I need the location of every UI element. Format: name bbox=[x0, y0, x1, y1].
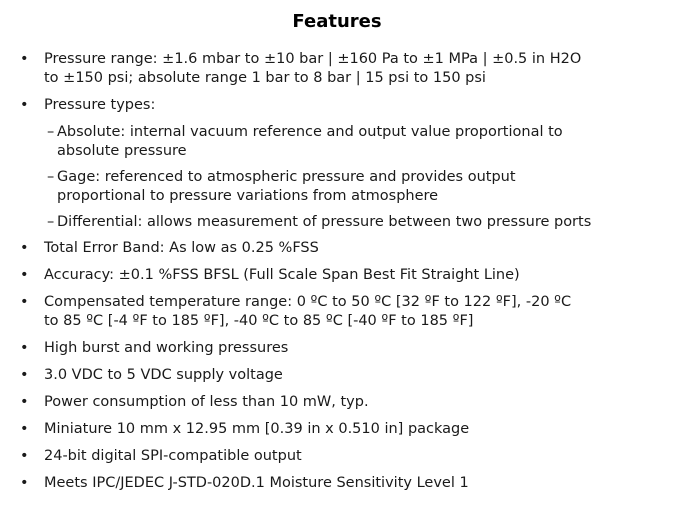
item-text-line: Compensated temperature range: 0 ºC to 50 ºC [32 ºF to 122 ºF], -20 ºC bbox=[44, 294, 572, 310]
item-text-line: Meets IPC/JEDEC J-STD-020D.1 Moisture Sensitivity Level 1 bbox=[44, 475, 469, 491]
bullet-icon: • bbox=[20, 51, 29, 67]
item-text-line: to 85 ºC [-4 ºF to 185 ºF], -40 ºC to 85 ºC [-40 ºF to 185 ºF] bbox=[44, 313, 474, 329]
list-item bbox=[0, 50, 674, 88]
item-text-line: proportional to pressure variations from atmosphere bbox=[57, 188, 439, 204]
list-item bbox=[0, 266, 674, 285]
list-item bbox=[0, 366, 674, 385]
list-item bbox=[0, 393, 674, 412]
bullet-icon: • bbox=[20, 240, 29, 256]
item-text-line: Pressure types: bbox=[44, 97, 156, 113]
item-text-line: 24-bit digital SPI-compatible output bbox=[44, 448, 302, 464]
sub-list-item bbox=[0, 168, 674, 206]
sub-list-item bbox=[0, 123, 674, 161]
bullet-icon: • bbox=[20, 448, 29, 464]
bullet-icon: • bbox=[20, 294, 29, 310]
bullet-icon: • bbox=[20, 421, 29, 437]
dash-icon: – bbox=[47, 124, 55, 140]
slide-title: Features bbox=[292, 11, 382, 32]
item-text-line: Total Error Band: As low as 0.25 %FSS bbox=[44, 240, 319, 256]
item-text-line: Differential: allows measurement of pressure between two pressure ports bbox=[57, 214, 592, 230]
item-text-line: 3.0 VDC to 5 VDC supply voltage bbox=[44, 367, 283, 383]
bullet-icon: • bbox=[20, 367, 29, 383]
bullet-icon: • bbox=[20, 475, 29, 491]
bullet-icon: • bbox=[20, 340, 29, 356]
item-text-line: Pressure range: ±1.6 mbar to ±10 bar | ±160 Pa to ±1 MPa | ±0.5 in H2O bbox=[44, 51, 582, 67]
list-item bbox=[0, 239, 674, 258]
item-text-line: Absolute: internal vacuum reference and output value proportional to bbox=[57, 124, 563, 140]
list-item bbox=[0, 339, 674, 358]
list-item bbox=[0, 474, 674, 493]
bullet-icon: • bbox=[20, 97, 29, 113]
item-text-line: absolute pressure bbox=[57, 143, 187, 159]
dash-icon: – bbox=[47, 214, 55, 230]
list-item bbox=[0, 447, 674, 466]
item-text-line: Gage: referenced to atmospheric pressure and provides output bbox=[57, 169, 516, 185]
item-text-line: to ±150 psi; absolute range 1 bar to 8 bar | 15 psi to 150 psi bbox=[44, 70, 486, 86]
bullet-icon: • bbox=[20, 267, 29, 283]
list-item bbox=[0, 293, 674, 331]
item-text-line: Miniature 10 mm x 12.95 mm [0.39 in x 0.510 in] package bbox=[44, 421, 470, 437]
list-item bbox=[0, 420, 674, 439]
dash-icon: – bbox=[47, 169, 55, 185]
item-text-line: High burst and working pressures bbox=[44, 340, 289, 356]
item-text-line: Power consumption of less than 10 mW, typ. bbox=[44, 394, 369, 410]
sub-list-item bbox=[0, 213, 674, 232]
feature-list bbox=[0, 50, 674, 501]
bullet-icon: • bbox=[20, 394, 29, 410]
item-text-line: Accuracy: ±0.1 %FSS BFSL (Full Scale Span Best Fit Straight Line) bbox=[44, 267, 520, 283]
list-item bbox=[0, 96, 674, 115]
